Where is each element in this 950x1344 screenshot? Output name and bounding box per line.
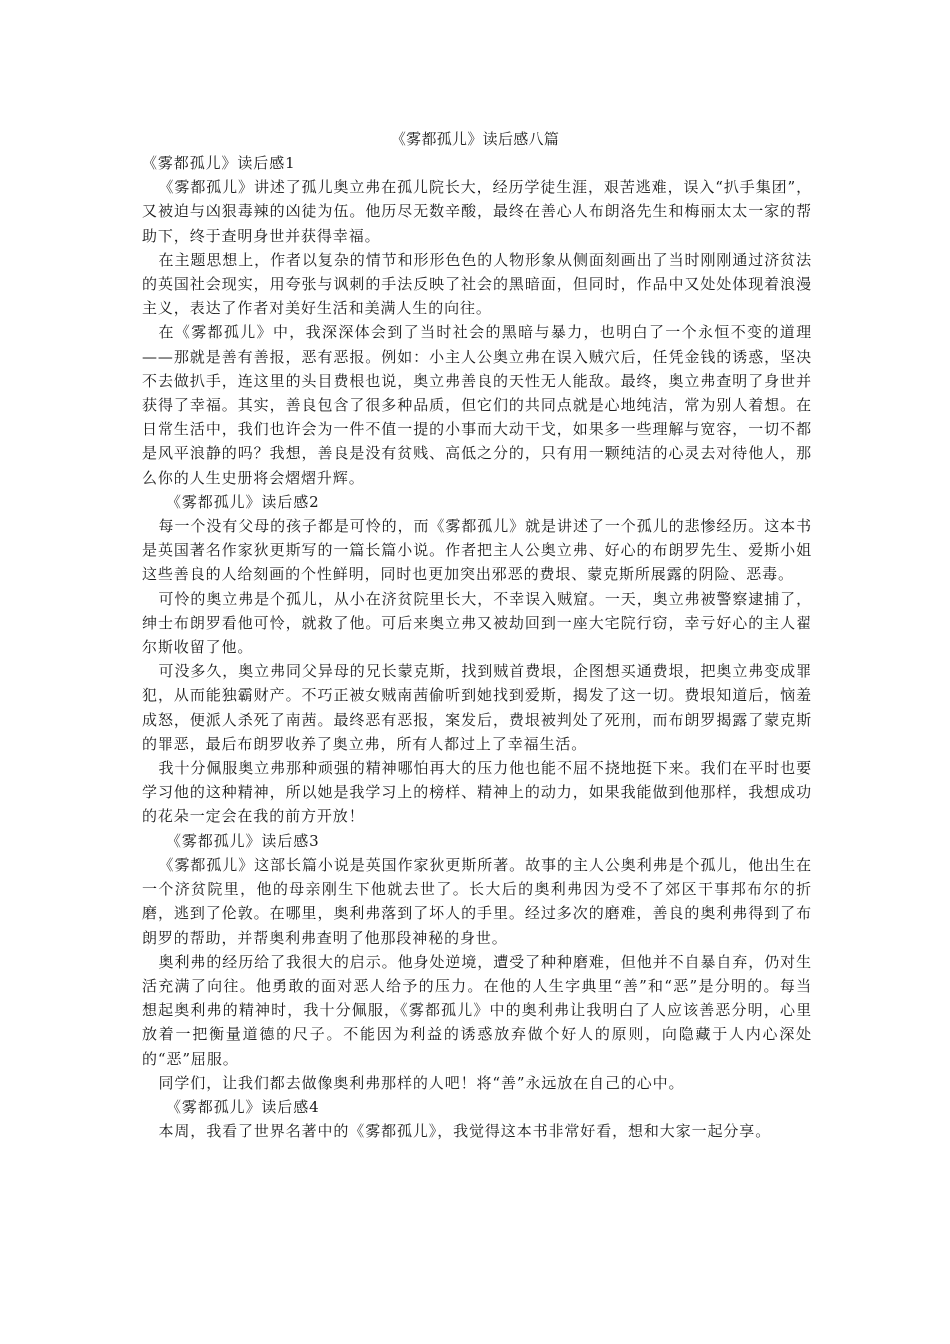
paragraph: 我十分佩服奥立弗那种顽强的精神哪怕再大的压力他也能不屈不挠地挺下来。我们在平时也要学习他的这种精神，所以她是我学习上的榜样、精神上的动力，如果我能做到他那样，我想成功的花朵一定会在我的前方开放！	[142, 759, 812, 826]
paragraph: 《雾都孤儿》这部长篇小说是英国作家狄更斯所著。故事的主人公奥利弗是个孤儿，他出生在一个济贫院里，他的母亲刚生下他就去世了。长大后的奥利弗因为受不了郊区干事邦布尔的折磨，逃到了伦敦。在哪里，奥利弗落到了坏人的手里。经过多次的磨难，善良的奥利弗得到了布朗罗的帮助，并帮奥利弗查明了他那段神秘的身世。	[142, 855, 812, 947]
paragraph: 《雾都孤儿》讲述了孤儿奥立弗在孤儿院长大，经历学徒生涯，艰苦逃难，误入“扒手集团”，又被迫与凶狠毒辣的凶徒为伍。他历尽无数辛酸，最终在善心人布朗洛先生和梅丽太太一家的帮助下，终于查明身世并获得幸福。	[142, 178, 812, 245]
paragraph: 在主题思想上，作者以复杂的情节和形形色色的人物形象从侧面刻画出了当时刚刚通过济贫法的英国社会现实，用夸张与讽刺的手法反映了社会的黑暗面，但同时，作品中又处处体现着浪漫主义，表达了作者对美好生活和美满人生的向往。	[142, 250, 812, 318]
paragraph: 本周，我看了世界名著中的《雾都孤儿》，我觉得这本书非常好看，想和大家一起分享。	[158, 1122, 772, 1141]
paragraph: 在《雾都孤儿》中，我深深体会到了当时社会的黑暗与暴力，也明白了一个永恒不变的道理——那就是善有善报，恶有恶报。例如：小主人公奥立弗在误入贼穴后，任凭金钱的诱惑，坚决不去做扒手，连这里的头目费根也说，奥立弗善良的天性无人能敌。最终，奥立弗查明了身世并获得了幸福。其实，善良包含了很多种品质，但它们的共同点就是心地纯洁，常为别人着想。在日常生活中，我们也许会为一件不值一提的小事而大动干戈，如果多一些理解与宽容，一切不都是风平浪静的吗？我想，善良是没有贫贱、高低之分的，只有用一颗纯洁的心灵去对待他人，那么你的人生史册将会熠熠升辉。	[142, 323, 812, 487]
paragraph: 同学们，让我们都去做像奥利弗那样的人吧！将“善”永远放在自己的心中。	[158, 1073, 685, 1092]
document-body	[142, 151, 812, 1143]
document-title: 《雾都孤儿》读后感八篇	[390, 130, 560, 148]
section-heading: 《雾都孤儿》读后感1	[142, 154, 296, 172]
paragraph: 可没多久，奥立弗同父异母的兄长蒙克斯，找到贼首费垠，企图想买通费垠，把奥立弗变成罪犯，从而能独霸财产。不巧正被女贼南茜偷听到她找到爱斯，揭发了这一切。费垠知道后，恼羞成怒，便派人杀死了南茜。最终恶有恶报，案发后，费垠被判处了死刑，而布朗罗揭露了蒙克斯的罪恶，最后布朗罗收养了奥立弗，所有人都过上了幸福生活。	[142, 662, 812, 753]
paragraph: 奥利弗的经历给了我很大的启示。他身处逆境，遭受了种种磨难，但他并不自暴自弃，仍对生活充满了向往。他勇敢的面对恶人给予的压力。在他的人生字典里“善”和“恶”是分明的。每当想起奥利弗的精神时，我十分佩服，《雾都孤儿》中的奥利弗让我明白了人应该善恶分明，心里放着一把衡量道德的尺子。不能因为利益的诱惑放弃做个好人的原则，向隐藏于人内心深处的“恶”屈服。	[142, 952, 812, 1068]
paragraph: 可怜的奥立弗是个孤儿，从小在济贫院里长大，不幸误入贼窟。一天，奥立弗被警察逮捕了，绅士布朗罗看他可怜，就救了他。可后来奥立弗又被劫回到一座大宅院行窃，幸亏好心的主人翟尔斯收留了他。	[142, 589, 812, 657]
section-heading: 《雾都孤儿》读后感3	[166, 831, 320, 850]
section-heading: 《雾都孤儿》读后感2	[166, 492, 320, 511]
paragraph: 每一个没有父母的孩子都是可怜的，而《雾都孤儿》就是讲述了一个孤儿的悲惨经历。这本书是英国著名作家狄更斯写的一篇长篇小说。作者把主人公奥立弗、好心的布朗罗先生、爱斯小姐这些善良的人给刻画的个性鲜明，同时也更加突出邪恶的费垠、蒙克斯所展露的阴险、恶毒。	[142, 517, 812, 584]
section-heading: 《雾都孤儿》读后感4	[166, 1097, 320, 1116]
